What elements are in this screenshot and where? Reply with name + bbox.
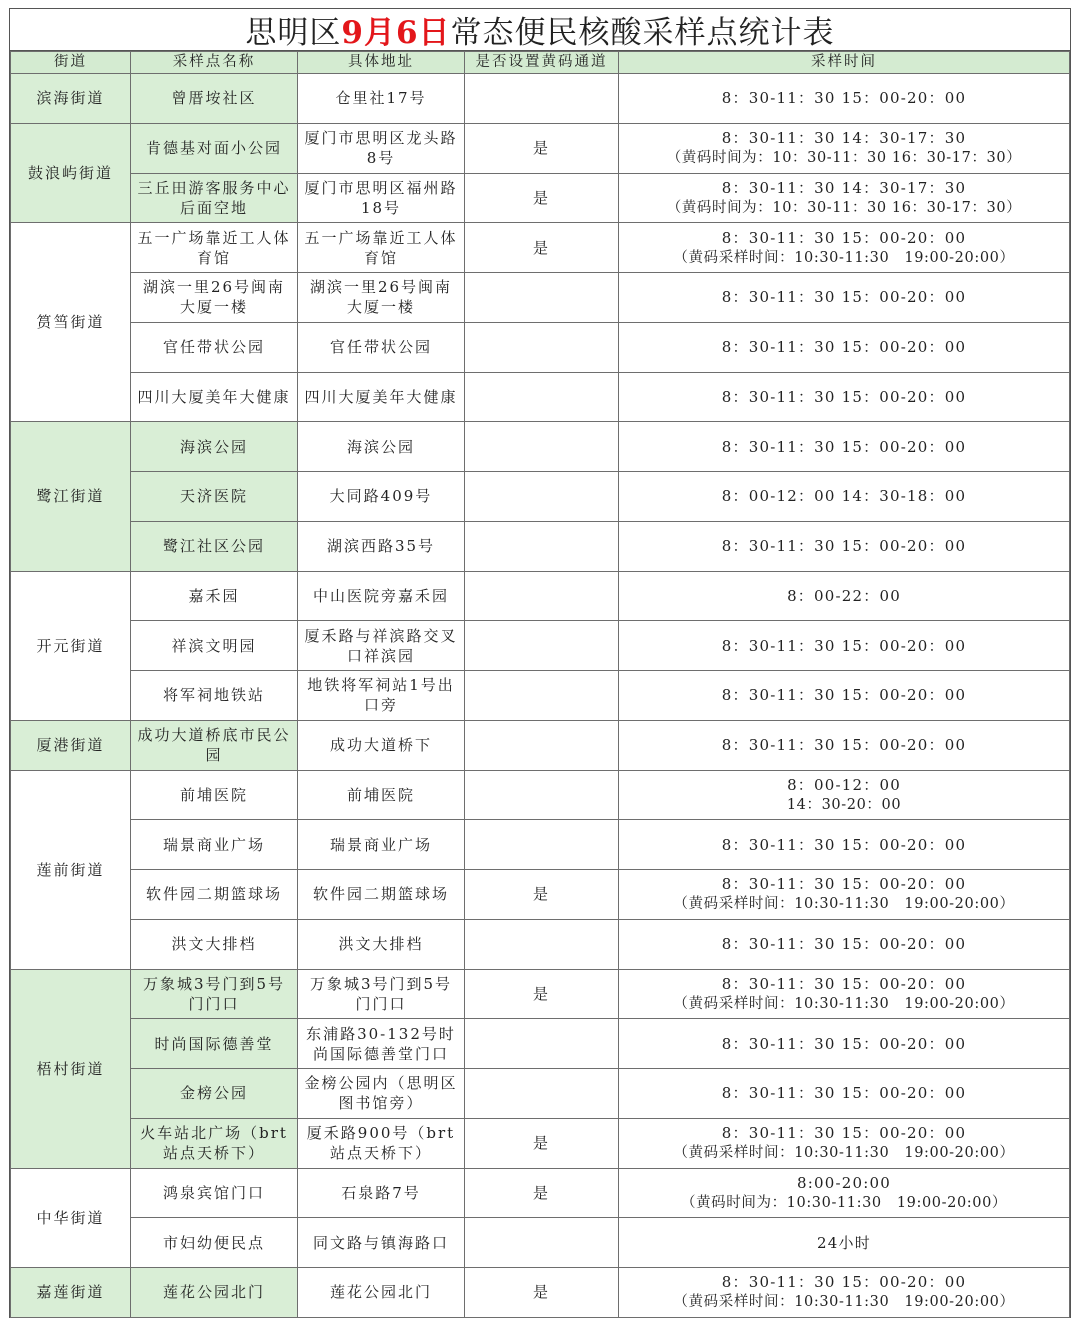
address-cell: 厦门市思明区龙头路8号	[298, 123, 465, 173]
site-name-cell: 时尚国际德善堂	[131, 1019, 298, 1069]
yellow-channel-cell: 是	[465, 969, 619, 1019]
site-name-cell: 五一广场靠近工人体育馆	[131, 223, 298, 273]
yellow-channel-cell	[465, 521, 619, 571]
yellow-channel-cell	[465, 820, 619, 870]
table-row	[11, 422, 1070, 472]
site-name-cell: 火车站北广场（brt站点天桥下）	[131, 1118, 298, 1168]
yellow-channel-cell	[465, 1069, 619, 1119]
sampling-time-cell	[619, 1268, 1070, 1318]
site-name-cell: 市妇幼便民点	[131, 1218, 298, 1268]
yellow-channel-cell	[465, 422, 619, 472]
time-line-secondary: （黄码时间为：10：30-11：30 16：30-17：30）	[666, 150, 1022, 167]
time-line: 8：30-11：30 15：00-20：00	[721, 437, 967, 456]
sampling-time-cell	[619, 720, 1070, 770]
yellow-channel-cell	[465, 621, 619, 671]
table-row	[11, 521, 1070, 571]
header-yellow-channel: 是否设置黄码通道	[465, 52, 619, 74]
sampling-time-cell	[619, 422, 1070, 472]
time-line: 8：30-11：30 15：00-20：00	[721, 974, 967, 993]
yellow-channel-cell	[465, 571, 619, 621]
table-row	[11, 372, 1070, 422]
site-name-cell: 前埔医院	[131, 770, 298, 820]
site-name-cell: 万象城3号门到5号门门口	[131, 969, 298, 1019]
address-cell: 莲花公园北门	[298, 1268, 465, 1318]
sampling-time-cell	[619, 273, 1070, 323]
time-line: 8：30-11：30 15：00-20：00	[721, 875, 967, 894]
yellow-channel-cell: 是	[465, 1168, 619, 1218]
address-cell: 前埔医院	[298, 770, 465, 820]
time-line-secondary: （黄码时间为：10:30-11:30 19:00-20:00）	[680, 1194, 1008, 1211]
yellow-channel-cell	[465, 770, 619, 820]
time-line: 8：30-11：30 15：00-20：00	[721, 338, 967, 357]
sampling-time-cell	[619, 372, 1070, 422]
time-line-secondary: （黄码采样时间：10:30-11:30 19:00-20:00）	[673, 249, 1015, 266]
table-row	[11, 173, 1070, 223]
time-line: 8：30-11：30 15：00-20：00	[721, 1124, 967, 1143]
address-cell: 地铁将军祠站1号出口旁	[298, 671, 465, 721]
time-line: 8：30-11：30 15：00-20：00	[721, 835, 967, 854]
data-table-sheet	[9, 8, 1071, 1318]
address-cell: 厦禾路900号（brt站点天桥下）	[298, 1118, 465, 1168]
header-sampling-time: 采样时间	[619, 52, 1070, 74]
yellow-channel-cell	[465, 1218, 619, 1268]
time-line: 8：30-11：30 15：00-20：00	[721, 736, 967, 755]
sampling-time-cell	[619, 1019, 1070, 1069]
sampling-time-cell	[619, 770, 1070, 820]
time-line: 8：00-12：00	[787, 775, 901, 794]
site-name-cell: 鹭江社区公园	[131, 521, 298, 571]
sampling-time-cell	[619, 74, 1070, 124]
time-line-secondary: （黄码采样时间：10:30-11:30 19:00-20:00）	[673, 896, 1015, 913]
time-line: 8：30-11：30 15：00-20：00	[721, 1273, 967, 1292]
time-line: 8：30-11：30 15：00-20：00	[721, 387, 967, 406]
table-row	[11, 969, 1070, 1019]
table-row	[11, 1218, 1070, 1268]
title-date: 9月6日	[341, 15, 451, 51]
yellow-channel-cell: 是	[465, 173, 619, 223]
address-cell: 金榜公园内（思明区图书馆旁）	[298, 1069, 465, 1119]
site-name-cell: 洪文大排档	[131, 919, 298, 969]
table-row	[11, 820, 1070, 870]
header-address: 具体地址	[298, 52, 465, 74]
address-cell: 五一广场靠近工人体育馆	[298, 223, 465, 273]
address-cell: 大同路409号	[298, 472, 465, 522]
street-cell: 鼓浪屿街道	[11, 123, 131, 223]
street-cell: 厦港街道	[11, 720, 131, 770]
time-line: 8：30-11：30 14：30-17：30	[721, 129, 967, 148]
table-row	[11, 1019, 1070, 1069]
site-name-cell: 湖滨一里26号闽南大厦一楼	[131, 273, 298, 323]
sampling-time-cell	[619, 1218, 1070, 1268]
street-cell: 鹭江街道	[11, 422, 131, 571]
address-cell: 湖滨西路35号	[298, 521, 465, 571]
header-site-name: 采样点名称	[131, 52, 298, 74]
site-name-cell: 官任带状公园	[131, 322, 298, 372]
sampling-time-cell	[619, 621, 1070, 671]
sampling-time-cell	[619, 223, 1070, 273]
table-row	[11, 223, 1070, 273]
address-cell: 瑞景商业广场	[298, 820, 465, 870]
table-row	[11, 671, 1070, 721]
header-street: 街道	[11, 52, 131, 74]
time-line: 8：30-11：30 15：00-20：00	[721, 1034, 967, 1053]
address-cell: 四川大厦美年大健康	[298, 372, 465, 422]
site-name-cell: 金榜公园	[131, 1069, 298, 1119]
time-line-secondary: （黄码采样时间：10:30-11:30 19:00-20:00）	[673, 1145, 1015, 1162]
site-name-cell: 嘉禾园	[131, 571, 298, 621]
address-cell: 万象城3号门到5号门门口	[298, 969, 465, 1019]
page-title	[10, 9, 1070, 51]
sampling-time-cell	[619, 472, 1070, 522]
address-cell: 软件园二期篮球场	[298, 870, 465, 920]
time-line: 8：30-11：30 15：00-20：00	[721, 935, 967, 954]
time-line: 8：30-11：30 14：30-17：30	[721, 178, 967, 197]
site-name-cell: 天济医院	[131, 472, 298, 522]
time-line: 8：30-11：30 15：00-20：00	[721, 288, 967, 307]
time-line: 8：30-11：30 15：00-20：00	[721, 89, 967, 108]
table-row	[11, 74, 1070, 124]
sampling-time-cell	[619, 571, 1070, 621]
time-line-secondary: （黄码采样时间：10:30-11:30 19:00-20:00）	[673, 1294, 1015, 1311]
table-row	[11, 1069, 1070, 1119]
sampling-time-cell	[619, 919, 1070, 969]
sampling-time-cell	[619, 1168, 1070, 1218]
time-line: 8:00-20:00	[797, 1173, 891, 1192]
sampling-time-cell	[619, 123, 1070, 173]
yellow-channel-cell	[465, 372, 619, 422]
time-line-secondary: 14：30-20：00	[786, 796, 902, 813]
yellow-channel-cell: 是	[465, 223, 619, 273]
time-line: 8：30-11：30 15：00-20：00	[721, 686, 967, 705]
address-cell: 东浦路30-132号时尚国际德善堂门口	[298, 1019, 465, 1069]
sampling-time-cell	[619, 173, 1070, 223]
street-cell: 筼筜街道	[11, 223, 131, 422]
yellow-channel-cell	[465, 472, 619, 522]
yellow-channel-cell	[465, 671, 619, 721]
address-cell: 海滨公园	[298, 422, 465, 472]
sampling-time-cell	[619, 1069, 1070, 1119]
time-line: 8：00-22：00	[787, 586, 901, 605]
sampling-sites-table	[10, 51, 1070, 1318]
sampling-time-cell	[619, 521, 1070, 571]
table-row	[11, 1168, 1070, 1218]
table-body	[11, 74, 1070, 1318]
street-cell: 莲前街道	[11, 770, 131, 969]
street-cell: 嘉莲街道	[11, 1268, 131, 1318]
table-row	[11, 919, 1070, 969]
table-row	[11, 720, 1070, 770]
yellow-channel-cell: 是	[465, 1268, 619, 1318]
yellow-channel-cell	[465, 919, 619, 969]
address-cell: 厦禾路与祥滨路交叉口祥滨园	[298, 621, 465, 671]
street-cell: 滨海街道	[11, 74, 131, 124]
address-cell: 官任带状公园	[298, 322, 465, 372]
time-line: 8：30-11：30 15：00-20：00	[721, 228, 967, 247]
site-name-cell: 四川大厦美年大健康	[131, 372, 298, 422]
yellow-channel-cell	[465, 322, 619, 372]
yellow-channel-cell	[465, 1019, 619, 1069]
sampling-time-cell	[619, 820, 1070, 870]
table-row	[11, 770, 1070, 820]
address-cell: 洪文大排档	[298, 919, 465, 969]
address-cell: 中山医院旁嘉禾园	[298, 571, 465, 621]
yellow-channel-cell: 是	[465, 870, 619, 920]
site-name-cell: 成功大道桥底市民公园	[131, 720, 298, 770]
site-name-cell: 将军祠地铁站	[131, 671, 298, 721]
table-row	[11, 123, 1070, 173]
site-name-cell: 三丘田游客服务中心后面空地	[131, 173, 298, 223]
table-row	[11, 571, 1070, 621]
site-name-cell: 软件园二期篮球场	[131, 870, 298, 920]
site-name-cell: 海滨公园	[131, 422, 298, 472]
yellow-channel-cell	[465, 720, 619, 770]
time-line: 24小时	[817, 1233, 871, 1252]
time-line: 8：30-11：30 15：00-20：00	[721, 1084, 967, 1103]
table-row	[11, 621, 1070, 671]
address-cell: 湖滨一里26号闽南大厦一楼	[298, 273, 465, 323]
address-cell: 厦门市思明区福州路18号	[298, 173, 465, 223]
site-name-cell: 莲花公园北门	[131, 1268, 298, 1318]
yellow-channel-cell: 是	[465, 123, 619, 173]
time-line: 8：00-12：00 14：30-18：00	[721, 487, 967, 506]
time-line: 8：30-11：30 15：00-20：00	[721, 636, 967, 655]
street-cell: 开元街道	[11, 571, 131, 720]
sampling-time-cell	[619, 671, 1070, 721]
yellow-channel-cell	[465, 74, 619, 124]
yellow-channel-cell	[465, 273, 619, 323]
sampling-time-cell	[619, 1118, 1070, 1168]
address-cell: 成功大道桥下	[298, 720, 465, 770]
address-cell: 同文路与镇海路口	[298, 1218, 465, 1268]
table-row	[11, 1268, 1070, 1318]
yellow-channel-cell: 是	[465, 1118, 619, 1168]
site-name-cell: 肯德基对面小公园	[131, 123, 298, 173]
table-row	[11, 472, 1070, 522]
time-line-secondary: （黄码时间为：10：30-11：30 16：30-17：30）	[666, 199, 1022, 216]
title-prefix: 思明区	[245, 15, 342, 51]
address-cell: 仓里社17号	[298, 74, 465, 124]
street-cell: 中华街道	[11, 1168, 131, 1268]
title-suffix: 常态便民核酸采样点统计表	[450, 15, 835, 51]
table-row	[11, 1118, 1070, 1168]
site-name-cell: 祥滨文明园	[131, 621, 298, 671]
sampling-time-cell	[619, 969, 1070, 1019]
site-name-cell: 瑞景商业广场	[131, 820, 298, 870]
time-line-secondary: （黄码采样时间：10:30-11:30 19:00-20:00）	[673, 995, 1015, 1012]
sampling-time-cell	[619, 870, 1070, 920]
header-row	[11, 52, 1070, 74]
site-name-cell: 鸿泉宾馆门口	[131, 1168, 298, 1218]
sampling-time-cell	[619, 322, 1070, 372]
street-cell: 梧村街道	[11, 969, 131, 1168]
table-row	[11, 322, 1070, 372]
table-row	[11, 273, 1070, 323]
table-row	[11, 870, 1070, 920]
address-cell: 石泉路7号	[298, 1168, 465, 1218]
site-name-cell: 曾厝垵社区	[131, 74, 298, 124]
time-line: 8：30-11：30 15：00-20：00	[721, 537, 967, 556]
